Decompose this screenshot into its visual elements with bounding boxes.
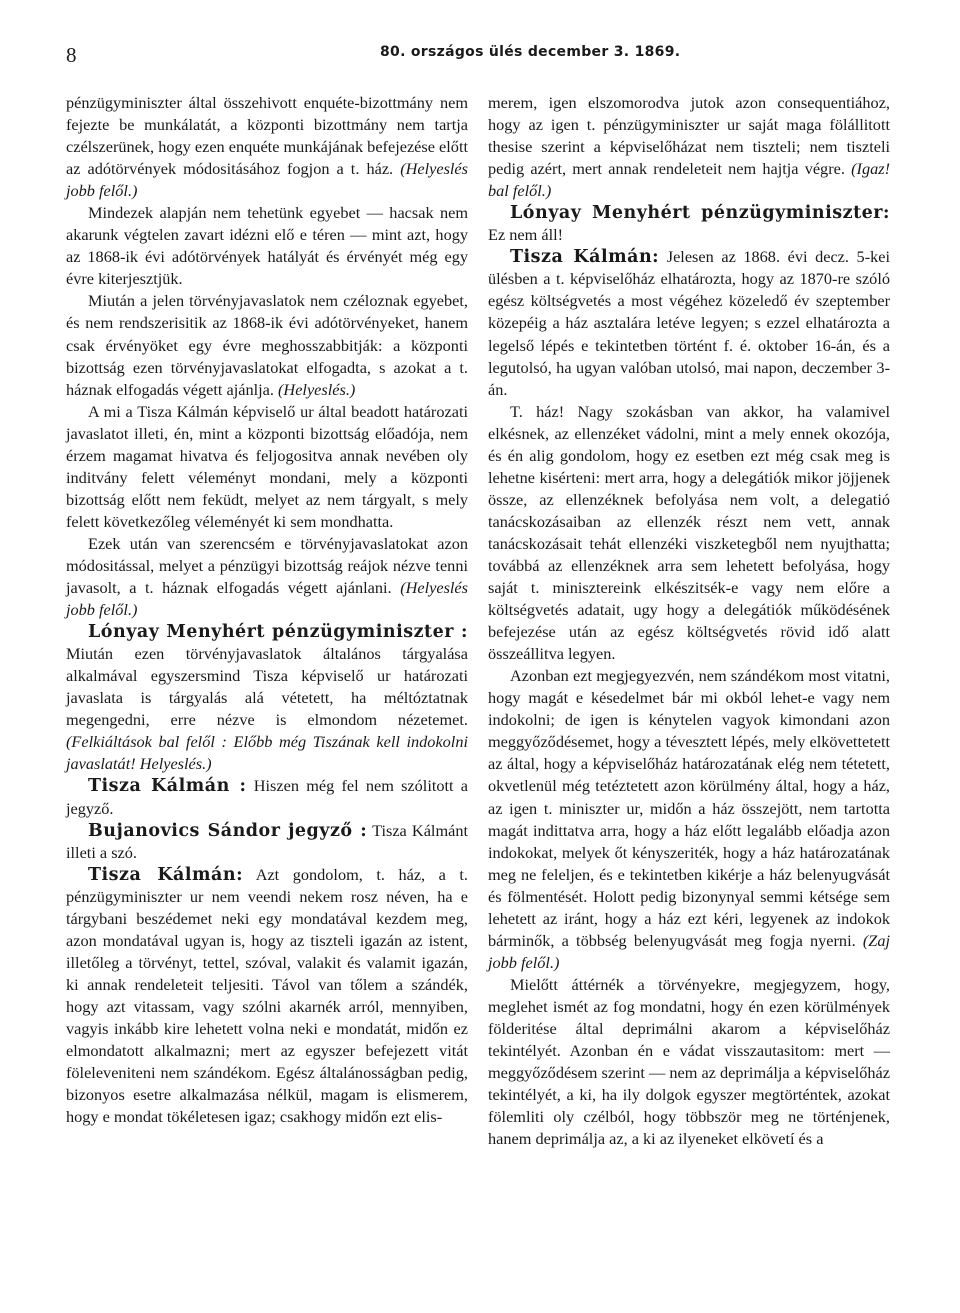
text: Azonban ezt megjegyezvén, nem szándékom most vitatni, hogy magát e késedelmet bár mi okból lehet-e vagy nem indokolni; de igen is kénytelen vagyok kimondani azon meggyőződésemet, hogy a tévesztett lépés, mely elkövettetett az által, hogy a képviselőház határozatának elég nem tétetett, okvetlenül még tetéztetett azon körülmény által, hogy a ház, az igen t. miniszter ur, midőn a ház összejött, nem tartotta magát indittatva arra, hogy a ház előtt legalább előadja azon indokokat, melyek őt kényszeriték, hogy a ház határozatának meg ne feleljen, és e tekintetben kikérje a ház belenyugvását és fölmentését. Holott pedig bizonynyal semmi kétsége sem lehetett az iránt, hogy a ház ezt kéri, legyenek az indokok bárminők, a többség belenyugvását meg fogja nyerni. <box>488 666 890 950</box>
paragraph <box>66 533 468 621</box>
text: Miután a jelen törvényjavaslatok nem czéloznak egyebet, és nem rendszerisitik az 1868-ik évi adótörvényeket, hanem csak érvényöket egy évre meghosszabbitják: a központi bizottság ezen törvényjavaslatokat elfogadta, s azokat a t. háznak elfogadás végett ajánlja. <box>66 291 468 399</box>
right-column <box>488 92 890 1150</box>
text: Ezek után van szerencsém e törvényjavaslatokat azon módositással, melyet a pénzügyi bizottság reájok nézve tenni javasolt, a t. háznak elfogadás végett ajánlani. <box>66 533 468 598</box>
paragraph <box>488 202 890 246</box>
text: Miután ezen törvényjavaslatok általános tárgyalása alkalmával egyszersmind Tisza képviselő ur határozati javaslata is tárgyalás alá vétetett, ha méltóztatnak megengedni, erre nézve is elmondom nézetemet. <box>66 644 468 730</box>
text: Tisza Kálmánt illeti a szó. <box>66 820 468 862</box>
speaker-name: Lónyay Menyhért pénzügyminiszter: <box>510 203 890 224</box>
speaker-name: Tisza Kálmán: <box>510 247 660 268</box>
paragraph <box>66 290 468 400</box>
paragraph <box>66 864 468 1129</box>
paragraph <box>66 92 468 202</box>
paragraph <box>66 775 468 819</box>
text: Hiszen még fel nem szólitott a jegyző. <box>66 776 469 818</box>
paragraph <box>488 665 890 974</box>
paragraph <box>66 621 468 775</box>
interjection: (Helyeslés jobb felől.) <box>66 578 468 620</box>
left-column <box>66 92 468 1128</box>
page-number: 8 <box>66 43 77 67</box>
text: Ez nem áll! <box>488 225 564 245</box>
interjection: (Felkiáltások bal felől : Előbb még Tiszának kell indokolni javaslatát! Helyeslés.) <box>66 732 468 774</box>
speaker-name: Tisza Kálmán : <box>88 776 247 797</box>
paragraph: A mi a Tisza Kálmán képviselő ur által beadott határozati javaslatot illeti, én, mint a központi bizottság előadója, nem érzem magamat hivatva és feljogositva annak nevében oly inditvány felett véleményt mondani, mely a központi bizottság előtt nem feküdt, melyet az nem tárgyalt, s mely felett következőleg véleményét ki sem mondhatta. <box>66 401 468 531</box>
paragraph <box>488 92 890 202</box>
text: Jelesen az 1868. évi decz. 5-kei ülésben a t. képviselőház elhatározta, hogy az 1870-re szóló egész költségvetés a most végéhez közeledő év szeptember közepéig a ház asztalára letéve legyen; s ezzel elhatározta a legelső lépés e tekintetben történt f. é. oktober 16-án, és a legutolsó, ha ugyan valóban utolsó, mai napon, deczember 3-án. <box>488 247 891 399</box>
interjection: (Zaj jobb felől.) <box>488 930 891 972</box>
text: pénzügyminiszter által összehivott enquéte-bizottmány nem fejezte be munkálatát, a központi bizottmány nem tartja czélszerünek, hogy ezen enquéte munkájának befejezése előtt az adótörvények módositásához fogjon a t. ház. <box>66 93 468 179</box>
running-head: 80. országos ülés december 3. 1869. <box>380 44 681 60</box>
paragraph <box>66 820 468 864</box>
interjection: (Helyeslés.) <box>278 379 356 399</box>
paragraph: Mielőtt áttérnék a törvényekre, megjegyzem, hogy, meglehet ismét az fog mondatni, hogy én ezen körülmények földeritése által deprimálni akarom a képviselőház tekintélyét. Azonban én e vádat visszautasitom: mert — meggyőződésem szerint — nem az deprimálja a képviselőház tekintélyét, a ki, ha ily dolgok egyszer megtörténtek, azokat fölemliti oly czélból, hogy többször meg ne történjenek, hanem deprimálja az, a ki az ilyeneket elkövetí és a <box>488 974 890 1149</box>
speaker-name: Bujanovics Sándor jegyző : <box>88 820 368 841</box>
text: merem, igen elszomorodva jutok azon consequentiához, hogy az igen t. pénzügyminiszter ur saját maga fölállitott thesise szerint a képviselőházat nem tiszteli; nem tiszteli pedig azért, mert annak rendeleteit nem hajtja végre. <box>488 93 890 179</box>
interjection: (Igaz! bal felől.) <box>488 159 890 201</box>
paragraph <box>488 246 890 400</box>
text: Azt gondolom, t. ház, a t. pénzügyminiszter ur nem veendi nekem rosz néven, ha e tárgybani beszédemet neki egy mondatával kezdem meg, azon mondatával ugyan is, hogy az tiszteli igazán az istent, illetőleg a törvényt, tettel, szóval, valakit és valamit igazán, ki annak rendeleteit teljesiti. Távol van tőlem a szándék, hogy azt vitassam, vagy szólni akarnék arról, mennyiben, vagyis inkább kire lehetett volna neki e mondatát, midőn ez elmondatott alkalmazni; mert az egyszer befejezett vitát föleleveniteni nem szándékom. Egész általánosságban pedig, bizonyos esetre alkalmazása nélkül, magam is elismerem, hogy e mondat tökéletesen igaz; csakhogy midőn ezt elis- <box>66 864 468 1127</box>
speaker-name: Lónyay Menyhért pénzügyminiszter : <box>88 622 468 643</box>
paragraph: T. ház! Nagy szokásban van akkor, ha valamivel elkésnek, az ellenzéket vádolni, mint a mely ennek okozója, és én alig gondolom, hogy ez esetben ezt még csak meg is lehetne kisérteni: mert arra, hogy a delegátiók mikor jöjjenek össze, az ellenzéknek befolyása nem volt, a delegatió tanácskozásaiban az ellenzék részt nem vett, annak tanácskozásait tehát ellenzéki viszketegből nem nyujthatta; továbbá az ellenzéknek arra sem lehetett befolyása, hogy saját t. minisztereink elkészitsék-e vagy nem előre a költségvetés adatait, ugy hogy a delegátiók működésének befejezése után az egész költségvetés rövid idő alatt összeállitva legyen. <box>488 401 890 664</box>
interjection: (Helyeslés jobb felől.) <box>66 159 468 201</box>
paragraph: Mindezek alapján nem tehetünk egyebet — hacsak nem akarunk végtelen zavart idézni elő e téren — mint azt, hogy az 1868-ik évi adótörvények hatályát és érvényét még egy évre kiterjesztjük. <box>66 203 468 289</box>
speaker-name: Tisza Kálmán: <box>88 864 244 885</box>
